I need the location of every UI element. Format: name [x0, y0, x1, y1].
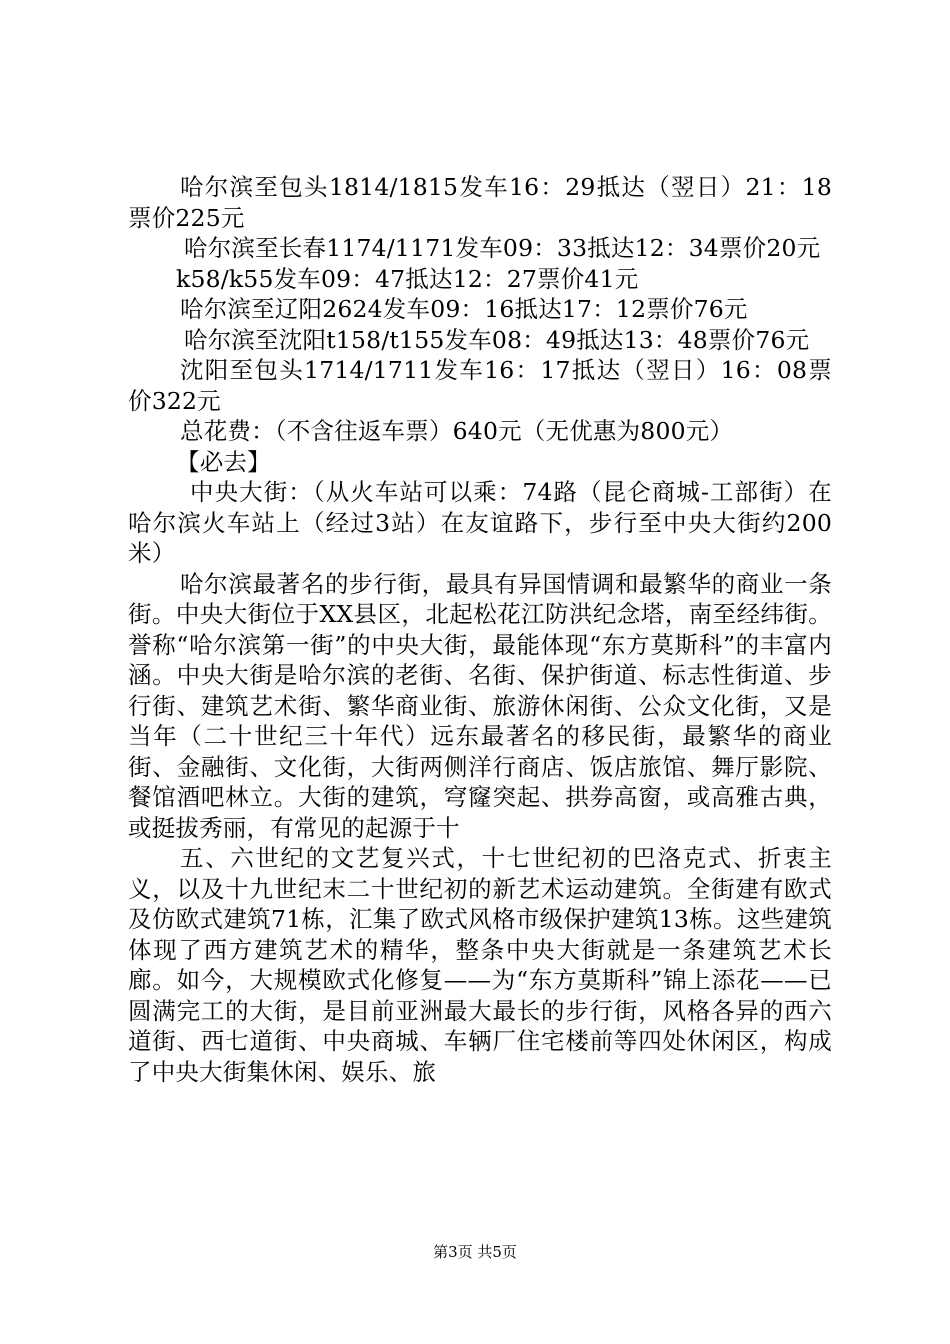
paragraph-harbin-liaoyang: 哈尔滨至辽阳2624发车09：16抵达17：12票价76元: [180, 295, 748, 323]
paragraph-central-street-intro: 哈尔滨最著名的步行街，最具有异国情调和最繁华的商业一条街。中央大街位于XX县区，北起松花江防洪纪念塔，南至经纬街。誉称“哈尔滨第一街”的中央大街，最能体现“东方莫斯科”的丰富内涵。中央大街是哈尔滨的老街、名街、保护街道、标志性街道、步行街、建筑艺术街、繁华商业街、旅游休闲街、公众文化街，又是当年（二十世纪三十年代）远东最著名的移民街，最繁华的商业街、金融街、文化街，大街两侧洋行商店、饭店旅馆、舞厅影院、餐馆酒吧林立。大街的建筑，穹窿突起、拱券高窗，或高雅古典，或挺拔秀丽，有常见的起源于十: [128, 569, 832, 842]
paragraph-central-street-transport: 中央大街：（从火车站可以乘：74路（昆仑商城-工部街）在哈尔滨火车站上（经过3站）在友谊路下，步行至中央大街约200米）: [128, 478, 832, 567]
page-number-footer: 第3页 共5页: [433, 1243, 517, 1261]
section-heading-must-go: 【必去】: [176, 447, 271, 476]
paragraph-harbin-baotou: 哈尔滨至包头1814/1815发车16：29抵达（翌日）21：18票价225元: [128, 173, 832, 232]
paragraph-total-cost: 总花费：（不含往返车票）640元（无优惠为800元）: [180, 417, 734, 445]
document-body: [128, 172, 832, 1087]
paragraph-central-street-architecture: 五、六世纪的文艺复兴式，十七世纪初的巴洛克式、折衷主义，以及十九世纪末二十世纪初的新艺术运动建筑。全街建有欧式及仿欧式建筑71栋，汇集了欧式风格市级保护建筑13栋。这些建筑体现了西方建筑艺术的精华，整条中央大街就是一条建筑艺术长廊。如今，大规模欧式化修复——为“东方莫斯科”锦上添花——已圆满完工的大街，是目前亚洲最大最长的步行街，风格各异的西六道街、西七道街、中央商城、车辆厂住宅楼前等四处休闲区，构成了中央大街集休闲、娱乐、旅: [128, 844, 832, 1086]
paragraph-shenyang-baotou: 沈阳至包头1714/1711发车16：17抵达（翌日）16：08票价322元: [128, 356, 832, 415]
paragraph-k58: k58/k55发车09：47抵达12：27票价41元: [176, 264, 639, 293]
paragraph-harbin-changchun: 哈尔滨至长春1174/1171发车09：33抵达12：34票价20元: [184, 234, 821, 262]
paragraph-harbin-shenyang: 哈尔滨至沈阳t158/t155发车08：49抵达13：48票价76元: [184, 325, 810, 354]
